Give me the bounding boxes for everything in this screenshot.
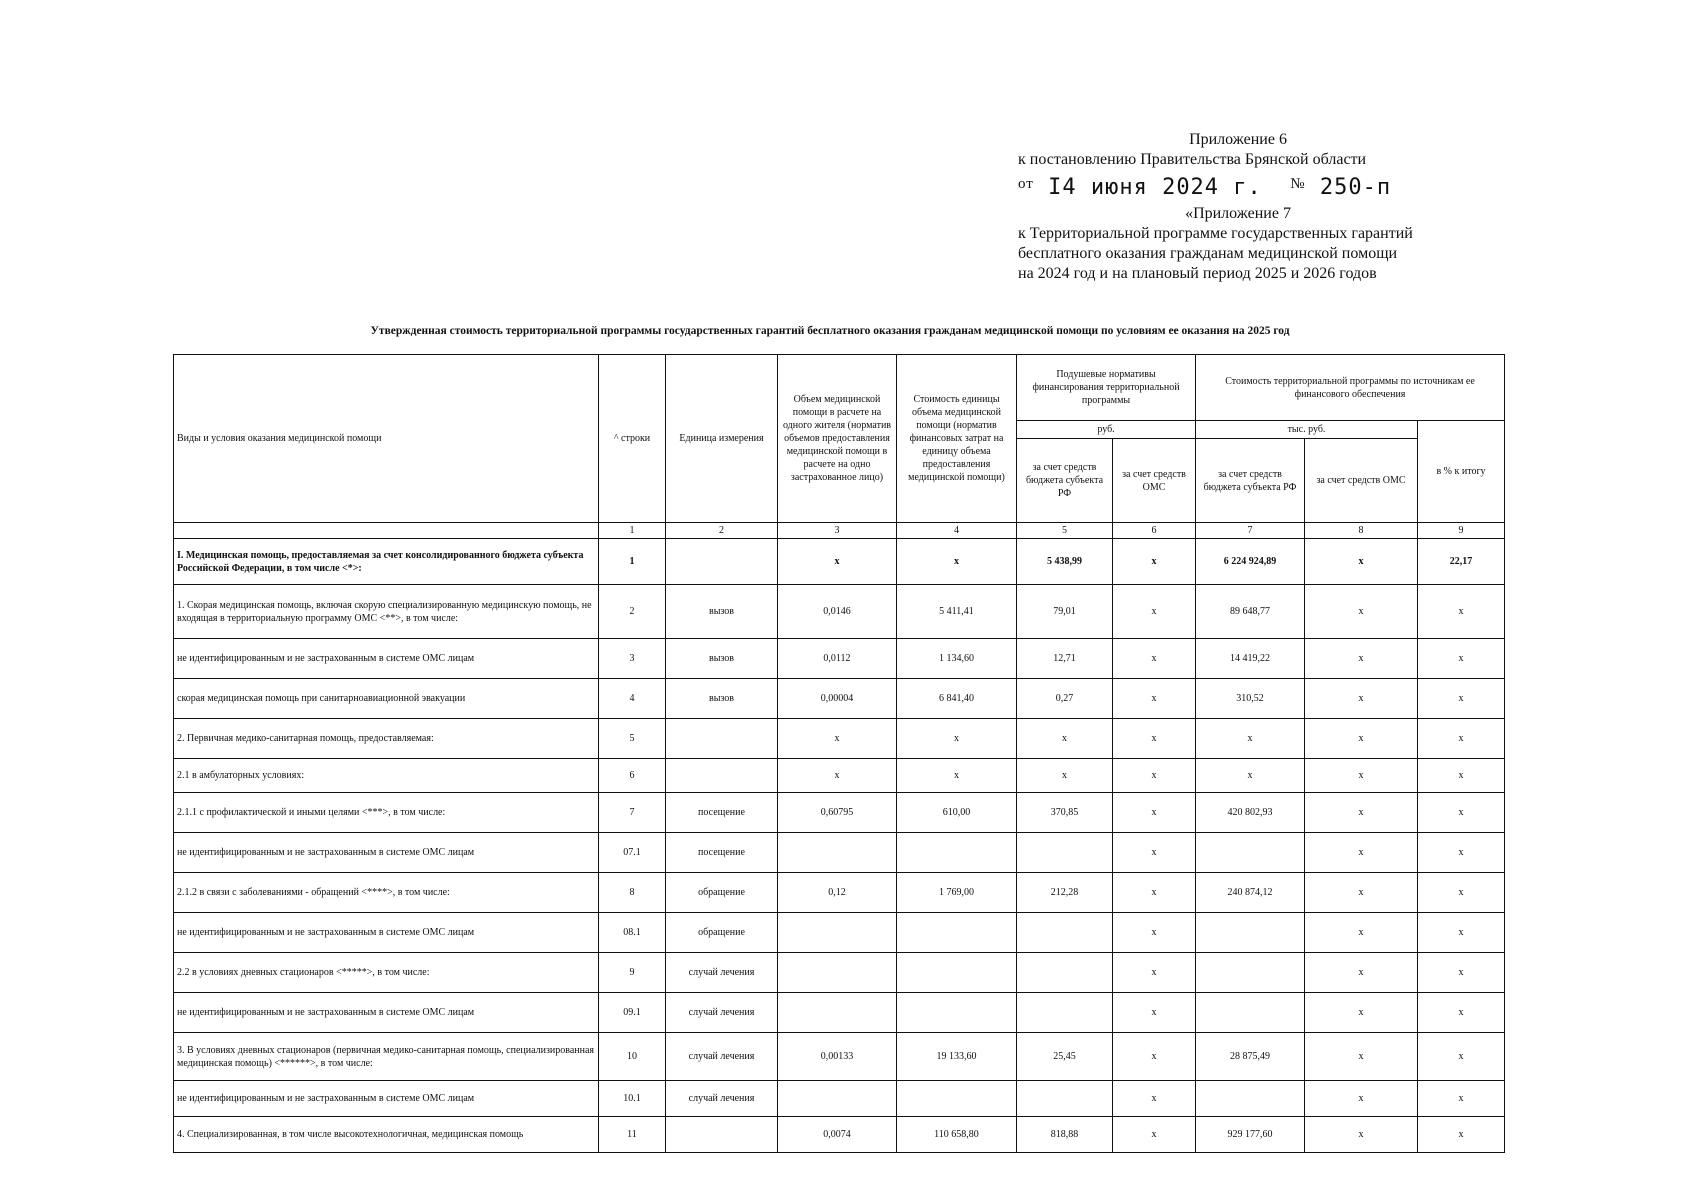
- row-pr-budget: [1196, 993, 1305, 1033]
- col-header-unit: Единица измерения: [666, 355, 778, 523]
- row-pc-oms: x: [1113, 585, 1196, 639]
- table-row: [174, 679, 1505, 719]
- row-pc-budget: x: [1017, 759, 1113, 793]
- row-pc-oms: x: [1113, 1081, 1196, 1117]
- col-header-rub: руб.: [1017, 421, 1196, 439]
- row-unit: вызов: [666, 639, 778, 679]
- program-line-2: бесплатного оказания гражданам медицинской помощи: [1018, 245, 1398, 262]
- row-unit-cost: x: [897, 759, 1017, 793]
- row-pr-oms: x: [1305, 873, 1418, 913]
- row-pc-budget: [1017, 913, 1113, 953]
- col-header-pc-budget: за счет средств бюджета субъекта РФ: [1017, 439, 1113, 523]
- row-name: 3. В условиях дневных стационаров (первичная медико-санитарная помощь, специализированная медицинская помощь) <******>, в том числе:: [174, 1033, 599, 1081]
- row-volume: 0,0146: [778, 585, 897, 639]
- row-name: 2. Первичная медико-санитарная помощь, предоставляемая:: [174, 719, 599, 759]
- row-volume: 0,12: [778, 873, 897, 913]
- table-row: [174, 639, 1505, 679]
- row-pc-budget: 370,85: [1017, 793, 1113, 833]
- row-unit-cost: 1 134,60: [897, 639, 1017, 679]
- row-pr-oms: x: [1305, 1081, 1418, 1117]
- row-pr-oms: x: [1305, 1117, 1418, 1153]
- row-pc-oms: x: [1113, 873, 1196, 913]
- row-unit: [666, 759, 778, 793]
- appendix-6-label: Приложение 6: [1189, 131, 1287, 148]
- row-number: 4: [599, 679, 666, 719]
- col-header-program-cost: Стоимость территориальной программы по источникам ее финансового обеспечения: [1196, 355, 1505, 421]
- row-pc-budget: [1017, 953, 1113, 993]
- row-unit-cost: 610,00: [897, 793, 1017, 833]
- row-pr-budget: [1196, 833, 1305, 873]
- row-pr-oms: x: [1305, 539, 1418, 585]
- row-percent: x: [1418, 679, 1505, 719]
- row-unit: вызов: [666, 585, 778, 639]
- table-body: [174, 539, 1505, 1153]
- table-row: [174, 953, 1505, 993]
- col-header-row-no: ^ строки: [599, 355, 666, 523]
- row-unit: [666, 719, 778, 759]
- column-number: 3: [778, 523, 897, 539]
- row-unit: вызов: [666, 679, 778, 719]
- row-unit-cost: 1 769,00: [897, 873, 1017, 913]
- col-header-volume: Объем медицинской помощи в расчете на одного жителя (норматив объемов предоставления медицинской помощи в расчете на одно застрахованное лицо): [778, 355, 897, 523]
- row-percent: x: [1418, 585, 1505, 639]
- row-unit-cost: x: [897, 719, 1017, 759]
- row-number: 1: [599, 539, 666, 585]
- row-pc-budget: [1017, 993, 1113, 1033]
- row-pr-budget: [1196, 1081, 1305, 1117]
- row-number: 10.1: [599, 1081, 666, 1117]
- column-number: 8: [1305, 523, 1418, 539]
- row-number: 9: [599, 953, 666, 993]
- row-percent: x: [1418, 759, 1505, 793]
- row-number: 10: [599, 1033, 666, 1081]
- row-percent: x: [1418, 1117, 1505, 1153]
- table-row: [174, 913, 1505, 953]
- row-volume: x: [778, 759, 897, 793]
- row-pc-budget: 5 438,99: [1017, 539, 1113, 585]
- row-percent: x: [1418, 993, 1505, 1033]
- table-row: [174, 585, 1505, 639]
- col-header-per-capita: Подушевые нормативы финансирования территориальной программы: [1017, 355, 1196, 421]
- document-header: [1018, 130, 1458, 284]
- row-volume: 0,60795: [778, 793, 897, 833]
- row-volume: x: [778, 719, 897, 759]
- row-number: 07.1: [599, 833, 666, 873]
- row-percent: x: [1418, 793, 1505, 833]
- col-header-thousand-rub: тыс. руб.: [1196, 421, 1418, 439]
- row-number: 2: [599, 585, 666, 639]
- row-name: I. Медицинская помощь, предоставляемая за счет консолидированного бюджета субъекта Российской Федерации, в том числе <*>:: [174, 539, 599, 585]
- row-pc-budget: 818,88: [1017, 1117, 1113, 1153]
- row-unit: обращение: [666, 913, 778, 953]
- row-unit: случай лечения: [666, 993, 778, 1033]
- row-pc-oms: x: [1113, 759, 1196, 793]
- row-pr-budget: 89 648,77: [1196, 585, 1305, 639]
- resolution-date-line: [1018, 174, 1458, 198]
- row-percent: x: [1418, 639, 1505, 679]
- row-name: 2.1 в амбулаторных условиях:: [174, 759, 599, 793]
- row-pr-oms: x: [1305, 913, 1418, 953]
- row-pr-oms: x: [1305, 679, 1418, 719]
- program-line-3: на 2024 год и на плановый период 2025 и 2026 годов: [1018, 265, 1377, 282]
- row-name: не идентифицированным и не застрахованным в системе ОМС лицам: [174, 913, 599, 953]
- table-row: [174, 1033, 1505, 1081]
- row-pc-budget: 25,45: [1017, 1033, 1113, 1081]
- row-pr-oms: x: [1305, 585, 1418, 639]
- row-name: 1. Скорая медицинская помощь, включая скорую специализированную медицинскую помощь, не входящая в территориальную программу ОМС <**>, в том числе:: [174, 585, 599, 639]
- row-name: 4. Специализированная, в том числе высокотехнологичная, медицинская помощь: [174, 1117, 599, 1153]
- row-pc-oms: x: [1113, 993, 1196, 1033]
- col-header-pc-oms: за счет средств ОМС: [1113, 439, 1196, 523]
- row-volume: [778, 953, 897, 993]
- row-pc-budget: 0,27: [1017, 679, 1113, 719]
- row-pr-budget: 240 874,12: [1196, 873, 1305, 913]
- row-name: скорая медицинская помощь при санитарноавиационной эвакуации: [174, 679, 599, 719]
- column-number-row: [174, 523, 1505, 539]
- column-number: 9: [1418, 523, 1505, 539]
- row-number: 3: [599, 639, 666, 679]
- resolution-number: 250-п: [1319, 175, 1392, 200]
- row-pc-budget: x: [1017, 719, 1113, 759]
- row-number: 7: [599, 793, 666, 833]
- row-unit: посещение: [666, 793, 778, 833]
- column-number: 2: [666, 523, 778, 539]
- table-row: [174, 793, 1505, 833]
- column-number: 6: [1113, 523, 1196, 539]
- col-header-cost-unit: Стоимость единицы объема медицинской помощи (норматив финансовых затрат на единицу объема предоставления медицинской помощи): [897, 355, 1017, 523]
- row-pr-budget: 14 419,22: [1196, 639, 1305, 679]
- row-unit: [666, 539, 778, 585]
- table-row: [174, 1081, 1505, 1117]
- row-unit-cost: [897, 1081, 1017, 1117]
- row-name: 2.2 в условиях дневных стационаров <*****>, в том числе:: [174, 953, 599, 993]
- table-title: Утвержденная стоимость территориальной программы государственных гарантий бесплатного оказания гражданам медицинской помощи по условиям ее оказания на 2025 год: [370, 325, 1290, 337]
- row-unit: обращение: [666, 873, 778, 913]
- row-pc-oms: x: [1113, 679, 1196, 719]
- row-pr-budget: 420 802,93: [1196, 793, 1305, 833]
- table-row: [174, 993, 1505, 1033]
- row-unit-cost: x: [897, 539, 1017, 585]
- row-volume: [778, 993, 897, 1033]
- row-unit-cost: [897, 993, 1017, 1033]
- row-pc-budget: [1017, 833, 1113, 873]
- table-row: [174, 873, 1505, 913]
- row-number: 8: [599, 873, 666, 913]
- row-pr-oms: x: [1305, 719, 1418, 759]
- row-pr-oms: x: [1305, 953, 1418, 993]
- row-pc-budget: 12,71: [1017, 639, 1113, 679]
- row-volume: [778, 1081, 897, 1117]
- row-unit-cost: 6 841,40: [897, 679, 1017, 719]
- row-unit: случай лечения: [666, 1081, 778, 1117]
- column-number: 7: [1196, 523, 1305, 539]
- table-row: [174, 539, 1505, 585]
- row-percent: x: [1418, 873, 1505, 913]
- row-percent: x: [1418, 953, 1505, 993]
- row-volume: [778, 833, 897, 873]
- row-volume: 0,00133: [778, 1033, 897, 1081]
- column-number: 1: [599, 523, 666, 539]
- row-unit-cost: [897, 833, 1017, 873]
- row-unit-cost: 19 133,60: [897, 1033, 1017, 1081]
- column-number: 4: [897, 523, 1017, 539]
- row-unit-cost: 5 411,41: [897, 585, 1017, 639]
- table-row: [174, 759, 1505, 793]
- row-volume: 0,0112: [778, 639, 897, 679]
- table-row: [174, 719, 1505, 759]
- row-unit: случай лечения: [666, 953, 778, 993]
- row-pc-budget: 79,01: [1017, 585, 1113, 639]
- appendix-7-label: «Приложение 7: [1185, 205, 1291, 222]
- row-percent: x: [1418, 1081, 1505, 1117]
- number-label: №: [1290, 176, 1306, 192]
- table-row: [174, 833, 1505, 873]
- resolution-date: I4 июня 2024 г.: [1048, 175, 1262, 200]
- row-pc-oms: x: [1113, 719, 1196, 759]
- row-pr-budget: [1196, 953, 1305, 993]
- row-unit: посещение: [666, 833, 778, 873]
- row-pc-budget: [1017, 1081, 1113, 1117]
- column-number: 5: [1017, 523, 1113, 539]
- row-name: 2.1.2 в связи с заболеваниями - обращений <****>, в том числе:: [174, 873, 599, 913]
- row-pc-oms: x: [1113, 953, 1196, 993]
- row-percent: x: [1418, 913, 1505, 953]
- row-pr-oms: x: [1305, 793, 1418, 833]
- row-volume: 0,0074: [778, 1117, 897, 1153]
- row-pc-oms: x: [1113, 639, 1196, 679]
- col-header-pr-oms: за счет средств ОМС: [1305, 439, 1418, 523]
- row-pc-oms: x: [1113, 793, 1196, 833]
- column-number: [174, 523, 599, 539]
- col-header-pr-budget: за счет средств бюджета субъекта РФ: [1196, 439, 1305, 523]
- row-pr-budget: 28 875,49: [1196, 1033, 1305, 1081]
- row-percent: 22,17: [1418, 539, 1505, 585]
- row-pr-budget: [1196, 913, 1305, 953]
- row-percent: x: [1418, 833, 1505, 873]
- row-pr-oms: x: [1305, 759, 1418, 793]
- row-pc-oms: x: [1113, 1033, 1196, 1081]
- row-number: 11: [599, 1117, 666, 1153]
- row-pc-oms: x: [1113, 913, 1196, 953]
- row-pc-oms: x: [1113, 1117, 1196, 1153]
- row-unit-cost: 110 658,80: [897, 1117, 1017, 1153]
- table-row: [174, 1117, 1505, 1153]
- row-pc-budget: 212,28: [1017, 873, 1113, 913]
- row-volume: 0,00004: [778, 679, 897, 719]
- row-pr-oms: x: [1305, 1033, 1418, 1081]
- resolution-line: к постановлению Правительства Брянской области: [1018, 151, 1367, 168]
- row-name: не идентифицированным и не застрахованным в системе ОМС лицам: [174, 1081, 599, 1117]
- col-header-kinds: Виды и условия оказания медицинской помощи: [174, 355, 599, 523]
- row-volume: x: [778, 539, 897, 585]
- program-line-1: к Территориальной программе государственных гарантий: [1018, 225, 1413, 242]
- row-percent: x: [1418, 1033, 1505, 1081]
- row-pr-budget: 310,52: [1196, 679, 1305, 719]
- row-unit-cost: [897, 953, 1017, 993]
- row-number: 6: [599, 759, 666, 793]
- row-unit: [666, 1117, 778, 1153]
- row-pc-oms: x: [1113, 539, 1196, 585]
- row-name: не идентифицированным и не застрахованным в системе ОМС лицам: [174, 639, 599, 679]
- row-percent: x: [1418, 719, 1505, 759]
- row-pr-oms: x: [1305, 639, 1418, 679]
- row-pr-oms: x: [1305, 993, 1418, 1033]
- row-number: 09.1: [599, 993, 666, 1033]
- row-pr-budget: x: [1196, 759, 1305, 793]
- row-pr-budget: x: [1196, 719, 1305, 759]
- row-number: 5: [599, 719, 666, 759]
- row-pr-budget: 929 177,60: [1196, 1117, 1305, 1153]
- row-unit-cost: [897, 913, 1017, 953]
- cost-table: [173, 354, 1505, 1153]
- date-prefix: от: [1018, 176, 1034, 192]
- row-pr-budget: 6 224 924,89: [1196, 539, 1305, 585]
- col-header-percent: в % к итогу: [1418, 421, 1505, 523]
- row-name: не идентифицированным и не застрахованным в системе ОМС лицам: [174, 833, 599, 873]
- row-pr-oms: x: [1305, 833, 1418, 873]
- row-unit: случай лечения: [666, 1033, 778, 1081]
- row-volume: [778, 913, 897, 953]
- row-number: 08.1: [599, 913, 666, 953]
- row-name: 2.1.1 с профилактической и иными целями <***>, в том числе:: [174, 793, 599, 833]
- row-name: не идентифицированным и не застрахованным в системе ОМС лицам: [174, 993, 599, 1033]
- row-pc-oms: x: [1113, 833, 1196, 873]
